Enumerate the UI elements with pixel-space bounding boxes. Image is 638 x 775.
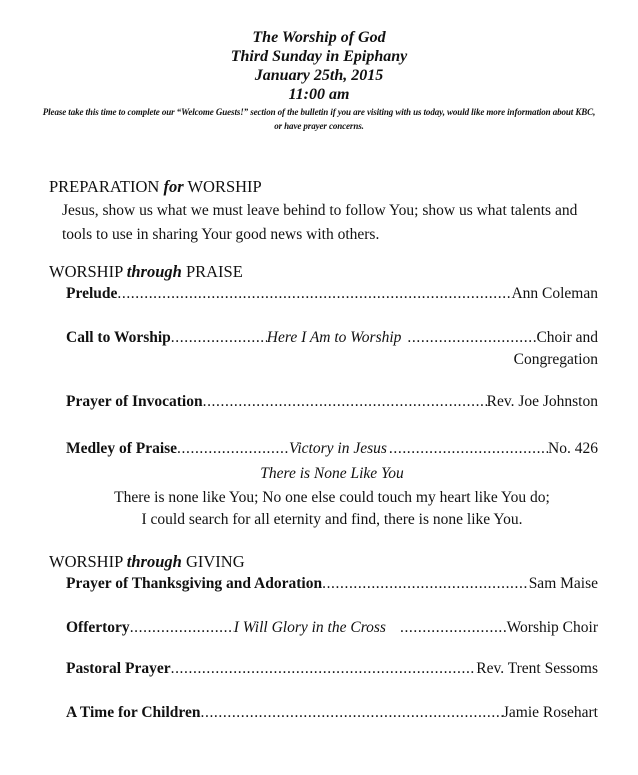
heading-connector: through — [126, 262, 182, 281]
order-item-thanksgiving — [66, 575, 598, 593]
item-leader: Choir and — [536, 329, 598, 346]
guest-note: Please take this time to complete our “Welcome Guests!” section of the bulletin if you are visiting with us today, would like more information about KBC, or have prayer concerns. — [42, 107, 596, 131]
order-item-pastoral-prayer — [66, 660, 598, 678]
leader-dots — [389, 440, 548, 458]
item-leader: Jamie Rosehart — [502, 704, 598, 721]
leader-dots — [400, 619, 507, 637]
item-song: Victory in Jesus — [289, 440, 387, 457]
section-heading-praise — [49, 262, 243, 282]
order-item-time-for-children — [66, 704, 598, 722]
order-item-call-continued — [66, 351, 598, 369]
heading-part: GIVING — [181, 552, 245, 571]
item-leader: Rev. Trent Sessoms — [476, 660, 598, 677]
leader-dots — [322, 575, 529, 593]
service-occasion: Third Sunday in Epiphany — [230, 48, 408, 65]
preparation-text: Jesus, show us what we must leave behind to follow You; show us what talents and tools to use in sharing Your good news with others. — [62, 202, 578, 243]
item-song: I Will Glory in the Cross — [233, 619, 386, 636]
item-label: Prelude — [66, 285, 118, 302]
heading-part: PRAISE — [181, 262, 243, 281]
order-item-offertory — [66, 619, 598, 637]
heading-part: PREPARATION — [49, 177, 164, 196]
service-title: The Worship of God — [252, 29, 386, 46]
heading-part: WORSHIP — [183, 177, 262, 196]
item-label: A Time for Children — [66, 704, 201, 721]
bulletin-header — [40, 28, 598, 133]
item-leader: Ann Coleman — [511, 285, 598, 302]
order-item-prelude — [66, 285, 598, 303]
lyric-line-1: There is none like You; No one else could touch my heart like You do; — [114, 489, 550, 506]
lyric-line-2: I could search for all eternity and find, there is none like You. — [141, 511, 523, 528]
order-item-invocation — [66, 393, 598, 411]
item-leader: Sam Maise — [528, 575, 598, 592]
leader-dots — [117, 285, 511, 303]
song-title: There is None Like You — [260, 465, 404, 482]
item-leader: Worship Choir — [506, 619, 598, 636]
item-leader: Rev. Joe Johnston — [486, 393, 598, 410]
leader-dots — [130, 619, 234, 637]
heading-part: WORSHIP — [49, 262, 127, 281]
item-label: Medley of Praise — [66, 440, 178, 457]
order-item-call-to-worship — [66, 329, 598, 347]
service-date: January 25th, 2015 — [254, 67, 384, 84]
leader-dots — [203, 393, 487, 411]
leader-dots — [407, 329, 536, 347]
leader-dots — [201, 704, 503, 722]
heading-connector: for — [163, 177, 184, 196]
heading-part: WORSHIP — [49, 552, 127, 571]
order-item-medley — [66, 440, 598, 458]
section-heading-preparation — [49, 177, 262, 197]
service-time: 11:00 am — [288, 86, 350, 103]
item-label: Prayer of Invocation — [66, 393, 203, 410]
leader-dots — [171, 329, 267, 347]
item-label: Offertory — [66, 619, 130, 636]
item-label: Call to Worship — [66, 329, 171, 346]
item-label: Pastoral Prayer — [66, 660, 171, 677]
item-hymn-number: No. 426 — [548, 440, 598, 457]
leader-dots — [177, 440, 289, 458]
section-heading-giving — [49, 552, 245, 572]
item-label: Prayer of Thanksgiving and Adoration — [66, 575, 323, 592]
leader-dots — [171, 660, 477, 678]
item-song: Here I Am to Worship — [266, 329, 402, 346]
item-leader: Congregation — [513, 351, 598, 368]
heading-connector: through — [126, 552, 182, 571]
